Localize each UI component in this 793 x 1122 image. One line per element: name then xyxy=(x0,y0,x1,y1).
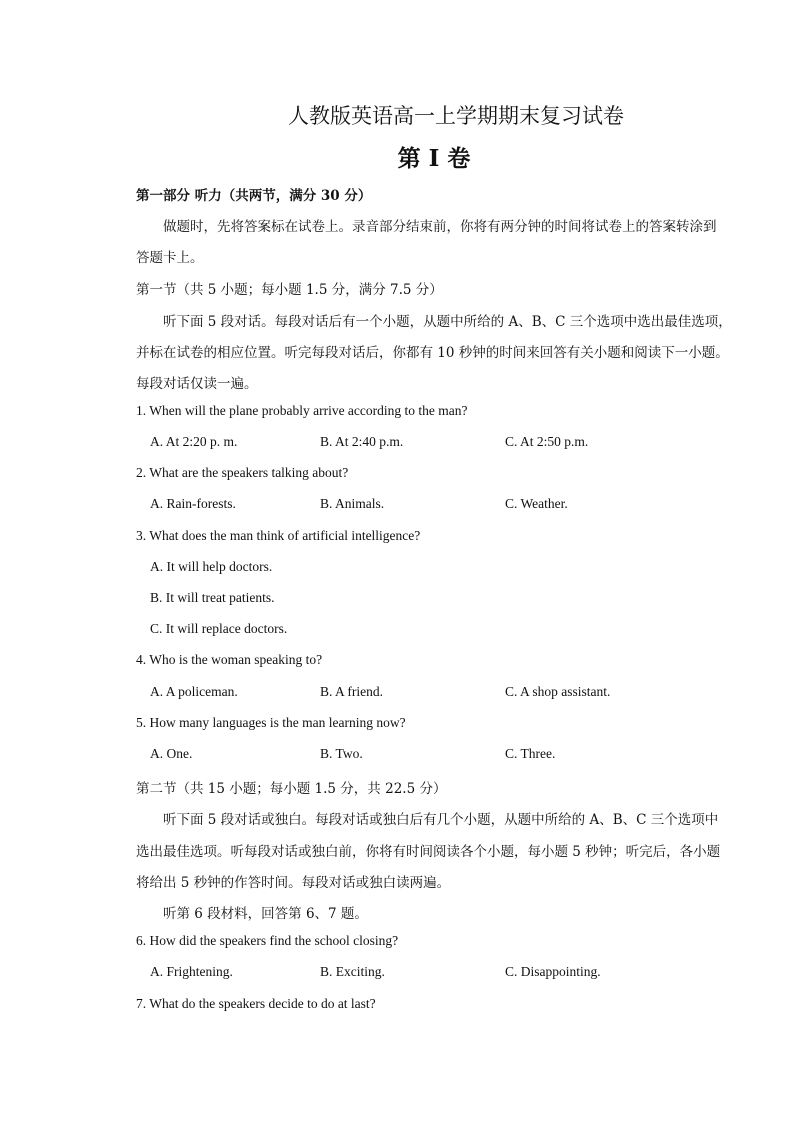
section2-intro-line3: 将给出 5 秒钟的作答时间。每段对话或独白读两遍。 xyxy=(136,875,451,891)
part1-heading: 第一部分 听力（共两节，满分 30 分） xyxy=(136,188,372,204)
q6-option-a: A. Frightening. xyxy=(150,964,233,979)
q3-option-a: A. It will help doctors. xyxy=(150,559,273,574)
question-1: 1. When will the plane probably arrive according to the man? xyxy=(136,403,468,418)
q6-option-b: B. Exciting. xyxy=(320,964,385,979)
q3-option-c: C. It will replace doctors. xyxy=(150,621,288,636)
q2-option-a: A. Rain-forests. xyxy=(150,496,236,511)
q2-option-c: C. Weather. xyxy=(505,496,568,511)
q6-option-c: C. Disappointing. xyxy=(505,964,601,979)
document-title: 人教版英语高一上学期期末复习试卷 xyxy=(288,104,624,128)
section1-intro-line2: 并标在试卷的相应位置。听完每段对话后，你都有 10 秒钟的时间来回答有关小题和阅读下一小题。 xyxy=(136,345,729,361)
q5-option-b: B. Two. xyxy=(320,746,363,761)
q4-option-a: A. A policeman. xyxy=(150,684,238,699)
question-7: 7. What do the speakers decide to do at last? xyxy=(136,996,376,1011)
section2-heading: 第二节（共 15 小题；每小题 1.5 分，共 22.5 分） xyxy=(136,781,447,797)
part1-intro-line1: 做题时，先将答案标在试卷上。录音部分结束前，你将有两分钟的时间将试卷上的答案转涂到 xyxy=(163,219,717,235)
q3-option-b: B. It will treat patients. xyxy=(150,590,275,605)
question-5: 5. How many languages is the man learning now? xyxy=(136,715,406,730)
section1-heading: 第一节（共 5 小题；每小题 1.5 分，满分 7.5 分） xyxy=(136,282,443,298)
q5-option-a: A. One. xyxy=(150,746,193,761)
section1-intro-line1: 听下面 5 段对话。每段对话后有一个小题，从题中所给的 A、B、C 三个选项中选出最佳选项， xyxy=(163,314,732,330)
question-3: 3. What does the man think of artificial intelligence? xyxy=(136,528,421,543)
q1-option-c: C. At 2:50 p.m. xyxy=(505,434,589,449)
question-4: 4. Who is the woman speaking to? xyxy=(136,652,323,667)
material-6-instruction: 听第 6 段材料，回答第 6、7 题。 xyxy=(163,906,368,922)
part1-intro-line2: 答题卡上。 xyxy=(136,250,204,266)
section1-intro-line3: 每段对话仅读一遍。 xyxy=(136,376,258,392)
question-2: 2. What are the speakers talking about? xyxy=(136,465,349,480)
volume-heading: 第 I 卷 xyxy=(397,145,471,172)
question-6: 6. How did the speakers find the school closing? xyxy=(136,933,399,948)
q5-option-c: C. Three. xyxy=(505,746,556,761)
q2-option-b: B. Animals. xyxy=(320,496,385,511)
section2-intro-line1: 听下面 5 段对话或独白。每段对话或独白后有几个小题，从题中所给的 A、B、C 三个选项中 xyxy=(163,812,719,828)
section2-intro-line2: 选出最佳选项。听每段对话或独白前，你将有时间阅读各个小题，每小题 5 秒钟；听完后，各小题 xyxy=(136,844,721,860)
q4-option-c: C. A shop assistant. xyxy=(505,684,611,699)
q1-option-b: B. At 2:40 p.m. xyxy=(320,434,404,449)
q4-option-b: B. A friend. xyxy=(320,684,383,699)
q1-option-a: A. At 2:20 p. m. xyxy=(150,434,238,449)
